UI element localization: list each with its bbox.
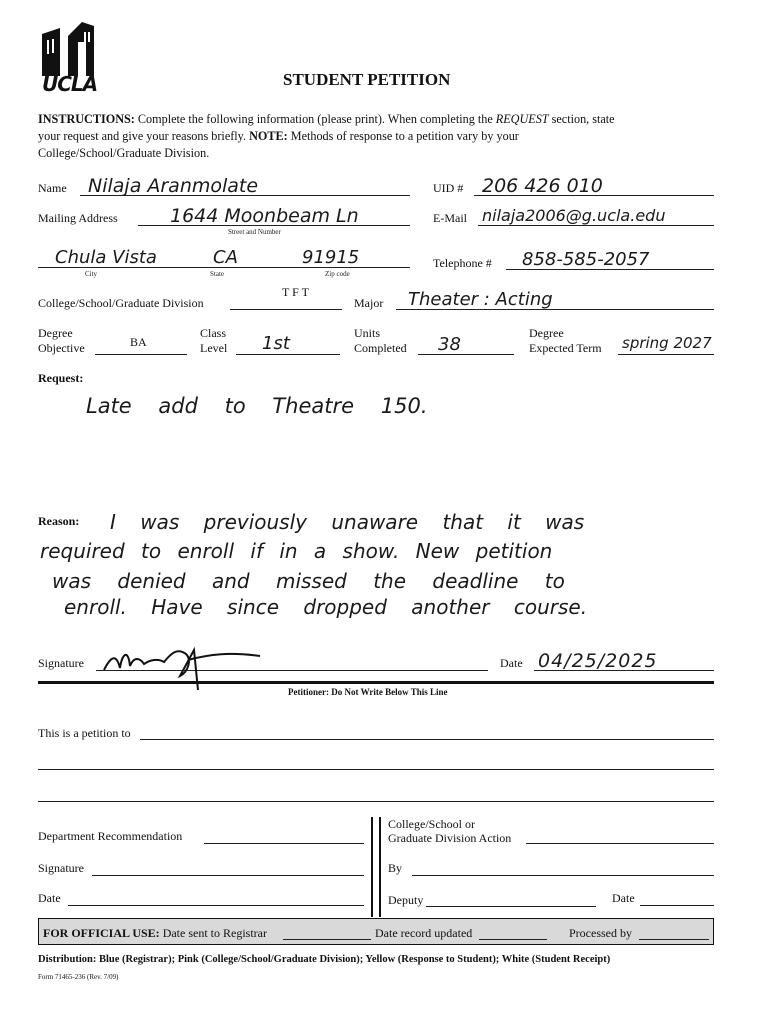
telephone-value[interactable]: 858-585-2057: [522, 249, 650, 270]
deputy-underline: [426, 906, 596, 907]
request-label: Request:: [38, 371, 84, 385]
official-use-text: FOR OFFICIAL USE: Date sent to Registrar: [43, 926, 267, 940]
center-divider: [371, 817, 381, 917]
division-label: College/School/Graduate Division: [38, 296, 204, 310]
college-action-underline: [526, 843, 714, 844]
petitioner-divider: [38, 681, 714, 684]
state-value[interactable]: CA: [213, 247, 238, 268]
deputy-label: Deputy: [388, 893, 424, 907]
date-label: Date: [500, 656, 523, 670]
email-underline: [478, 225, 714, 226]
date-updated-text: Date record updated: [375, 926, 473, 940]
reason-line-2[interactable]: required to enroll if in a show. New petition: [40, 539, 553, 563]
signature-label: Signature: [38, 656, 84, 670]
signature2-label: Signature: [38, 861, 84, 875]
telephone-label: Telephone #: [433, 256, 492, 270]
petition-to-underline-1: [140, 739, 714, 740]
units-label: Units Completed: [354, 326, 407, 355]
degree-objective-label: Degree Objective: [38, 326, 85, 355]
date-value[interactable]: 04/25/2025: [538, 650, 658, 672]
reason-line-4[interactable]: enroll. Have since dropped another course.: [64, 595, 588, 619]
expected-term-value[interactable]: spring 2027: [622, 334, 712, 352]
by-label: By: [388, 861, 403, 875]
units-value[interactable]: 38: [438, 334, 461, 355]
degree-objective-value[interactable]: BA: [130, 335, 147, 349]
zip-caption: Zip code: [325, 270, 350, 278]
email-label: E-Mail: [433, 211, 467, 225]
form-number: Form 71465-236 (Rev. 7/09): [38, 973, 119, 981]
class-level-label: Class Level: [200, 326, 228, 355]
state-caption: State: [210, 270, 224, 278]
expected-term-label: Degree Expected Term: [529, 326, 602, 355]
date2-label: Date: [38, 891, 61, 905]
units-underline: [418, 354, 514, 355]
petition-to-underline-2: [38, 769, 714, 770]
dept-recommendation-label: Department Recommendation: [38, 829, 183, 843]
by-underline: [412, 875, 714, 876]
street-value[interactable]: 1644 Moonbeam Ln: [170, 205, 359, 227]
dept-recommendation-underline: [204, 843, 364, 844]
date3-label: Date: [612, 891, 635, 905]
zip-value[interactable]: 91915: [302, 247, 360, 268]
name-label: Name: [38, 181, 67, 195]
petitioner-note: Petitioner: Do Not Write Below This Line: [288, 687, 448, 697]
uid-label: UID #: [433, 181, 464, 195]
signature-drawing: [100, 640, 270, 694]
major-label: Major: [354, 296, 384, 310]
official-use-box: [38, 918, 714, 945]
reason-label: Reason:: [38, 514, 80, 528]
name-value[interactable]: Nilaja Aranmolate: [88, 175, 259, 197]
city-value[interactable]: Chula Vista: [55, 247, 157, 268]
instructions: INSTRUCTIONS: Complete the following information (please print). When completing the REQUEST section, state your request and give your reasons briefly. NOTE: Methods of response to a petition vary by your College/School/Graduate Division.: [38, 112, 615, 160]
distribution-line: Distribution: Blue (Registrar); Pink (College/School/Graduate Division); Yellow (Response to Student); White (Student Receipt): [38, 954, 611, 965]
major-value[interactable]: Theater : Acting: [408, 289, 553, 310]
street-caption: Street and Number: [228, 228, 281, 236]
reason-line-3[interactable]: was denied and missed the deadline to: [52, 569, 565, 593]
date2-underline: [68, 905, 364, 906]
mailing-address-label: Mailing Address: [38, 211, 118, 225]
uid-value[interactable]: 206 426 010: [482, 175, 603, 197]
ucla-logo: [38, 20, 108, 102]
petition-to-underline-3: [38, 801, 714, 802]
expected-term-underline: [618, 354, 714, 355]
degree-objective-underline: [95, 354, 187, 355]
city-caption: City: [85, 270, 98, 278]
division-value[interactable]: T F T: [282, 285, 309, 299]
date3-underline: [640, 905, 714, 906]
logo-text: UCLA: [42, 72, 98, 96]
college-action-label: College/School or Graduate Division Action: [388, 817, 512, 845]
date-updated-underline: [479, 939, 547, 940]
processed-by-text: Processed by: [569, 926, 632, 940]
reason-line-1[interactable]: I was previously unaware that it was: [110, 510, 585, 534]
signature2-underline: [92, 875, 364, 876]
processed-by-underline: [639, 939, 709, 940]
date-sent-underline: [283, 939, 371, 940]
petition-to-label: This is a petition to: [38, 726, 131, 740]
division-underline: [230, 309, 342, 310]
email-value[interactable]: nilaja2006@g.ucla.edu: [482, 206, 666, 225]
class-level-value[interactable]: 1st: [262, 333, 290, 354]
form-title: STUDENT PETITION: [283, 70, 451, 89]
class-level-underline: [236, 354, 340, 355]
request-value[interactable]: Late add to Theatre 150.: [86, 394, 428, 418]
